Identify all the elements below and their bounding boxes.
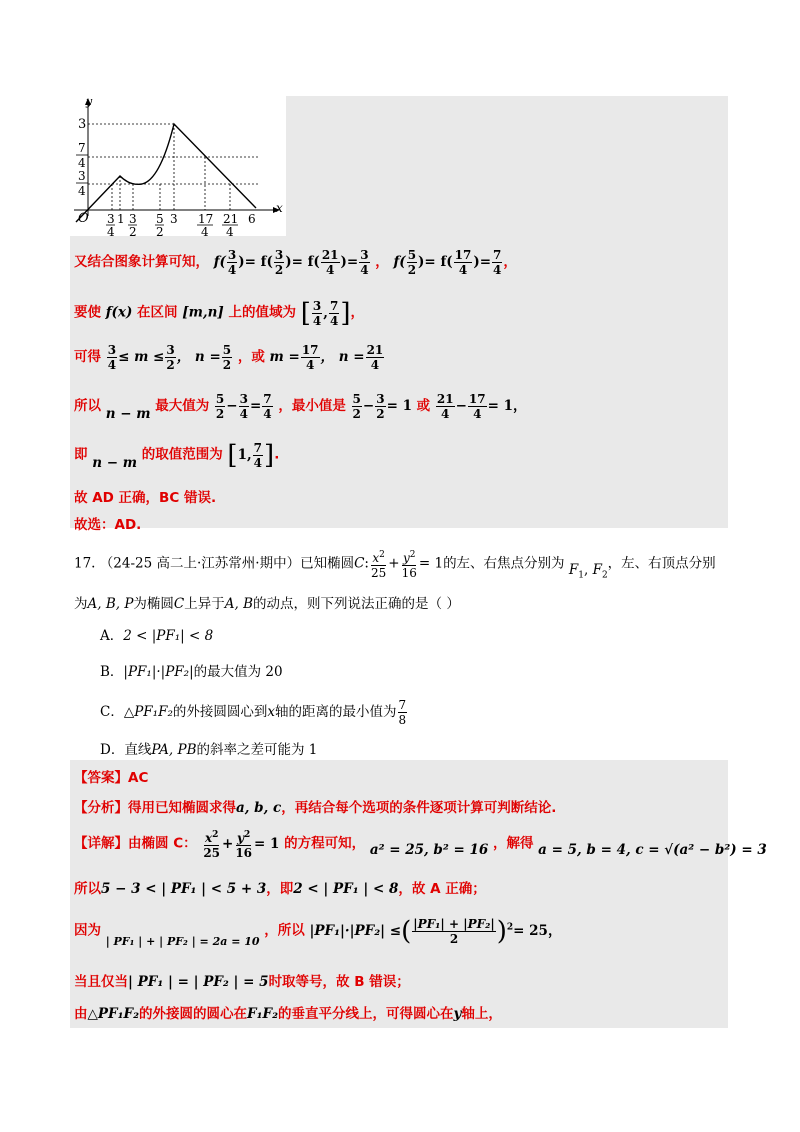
sol16-line5: 即 n − m 的取值范围为 [1, $\frac{7}{4}$ ].: [74, 440, 280, 471]
x-tick-1: 1: [117, 212, 125, 226]
x-tick-3-2-num: 3: [129, 212, 137, 226]
graph-origin: O: [78, 211, 89, 226]
option-a[interactable]: A．2 < |PF₁| < 8: [100, 628, 214, 644]
x-tick-3: 3: [170, 212, 178, 226]
x-tick-17-4-num: 17: [198, 212, 214, 226]
q17-line2: 为A, B, P为椭圆C上异于A, B的动点，则下列说法正确的是（ ）: [74, 596, 460, 612]
detail-line1: 【详解】由椭圆 C： $\frac{x^2}{25}$ + $\frac{y^2}{16}$ = 1 的方程可知， a² = 25, b² = 16 ，解得 a = 5, b = 4, c = √(a² − b²) = 3: [74, 830, 767, 860]
y-tick-7-num: 7: [78, 141, 86, 155]
sol16-line1: 又结合图象计算可知， f( $\frac{3}{4}$ )= f( $\frac{3}{2}$ )= f( $\frac{21}{4}$ )= $\frac{3}{4}$ ， f( $\frac{5}{2}$ )= f( $\frac{17}{4}$ )= $\frac{7}{4}$ ，: [74, 248, 517, 277]
option-d[interactable]: D．直线PA, PB的斜率之差可能为 1: [100, 742, 318, 758]
option-c[interactable]: C．△PF₁F₂的外接圆圆心到x轴的距离的最小值为 $\frac{7}{8}$: [100, 698, 407, 727]
function-graph: [70, 96, 286, 236]
detail-line2: 所以5 − 3 < | PF₁ | < 5 + 3，即2 < | PF₁ | < 8，故 A 正确；: [74, 881, 486, 897]
q17-line1: 17. （24-25 高二上·江苏常州·期中）已知椭圆C: $\frac{x^2}{25}$ + $\frac{y^2}{16}$ = 1的左、右焦点分别为 $F_1$, $F_2$，左、右顶点分别: [74, 550, 716, 581]
option-b[interactable]: B．|PF₁|·|PF₂|的最大值为 20: [100, 664, 283, 680]
detail-line3: 因为 $_{| PF_1 | + | PF_2 | = 2a = 10}$ ，所以 |PF₁|·|PF₂| ≤( $\frac{\text{|PF₁| + |PF₂|}}{2}$ )$^2$= 25，: [74, 916, 562, 948]
x-tick-21-4-num: 21: [223, 212, 239, 226]
x-tick-5-2-num: 5: [156, 212, 164, 226]
analysis-line: 【分析】得用已知椭圆求得a, b, c，再结合每个选项的条件逐项计算可判断结论.: [74, 800, 557, 816]
x-tick-6: 6: [248, 212, 256, 226]
x-tick-21-4-den: 4: [226, 225, 234, 236]
x-tick-3-2-den: 2: [129, 225, 137, 236]
x-tick-17-4-den: 4: [201, 225, 209, 236]
y-tick-7-den: 4: [78, 156, 86, 170]
x-tick-5-2-den: 2: [156, 225, 164, 236]
detail-line4: 当且仅当| PF₁ | = | PF₂ | = 5时取等号，故 B 错误；: [74, 974, 410, 990]
x-tick-3-4-num: 3: [107, 212, 115, 226]
sol16-line6: 故 AD 正确，BC 错误.: [74, 490, 217, 506]
detail-line5: 由△PF₁F₂的外接圆的圆心在F₁F₂的垂直平分线上，可得圆心在y轴上，: [74, 1006, 502, 1022]
graph-y-label: y: [86, 96, 93, 108]
sol16-line4: 所以 n − m 最大值为 $\frac{5}{2}$ − $\frac{3}{4}$ = $\frac{7}{4}$ ，最小值是 $\frac{5}{2}$ − $\frac{3}{2}$ = 1 或 $\frac{21}{4}$ − $\frac{17}{4}$ = 1，: [74, 392, 527, 422]
y-tick-3-num: 3: [78, 169, 86, 183]
answer-label: 【答案】AC: [74, 770, 149, 786]
x-tick-3-4-den: 4: [107, 225, 115, 236]
sol16-line3: 可得 $\frac{3}{4}$ ≤ m ≤ $\frac{3}{2}$ ， n = $\frac{5}{2}$ ，或 m = $\frac{17}{4}$ ， n = $\frac{21}{4}$: [74, 343, 384, 372]
y-tick-4-den: 4: [78, 184, 86, 198]
sol16-line7: 故选：AD.: [74, 517, 142, 533]
sol16-line2: 要使 f(x) 在区间 [m,n] 上的值域为 [ $\frac{3}{4}$ , $\frac{7}{4}$ ]，: [74, 298, 364, 328]
y-tick-3: 3: [78, 117, 87, 132]
graph-x-label: x: [276, 201, 283, 215]
